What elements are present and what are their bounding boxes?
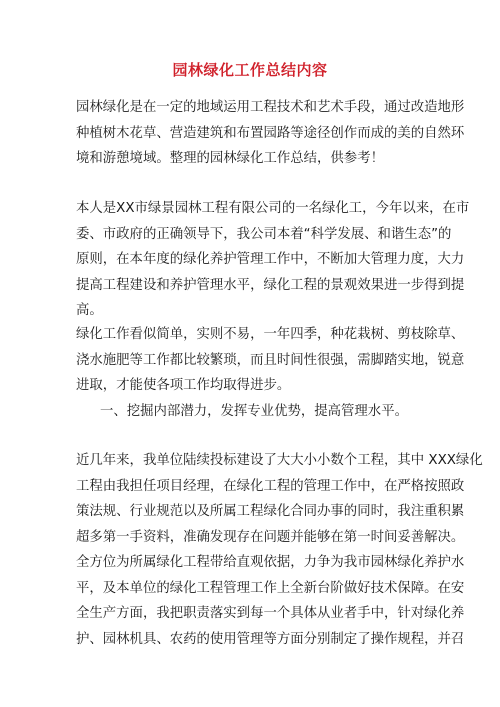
- paragraph-line: 超多第一手资料，准确发现存在问题并能够在第一时间妥善解决。: [76, 529, 465, 545]
- paragraph-line: 高。: [76, 303, 103, 318]
- paragraph-line: 工程由我担任项目经理，在绿化工程的管理工作中，在严格按照政: [76, 478, 465, 494]
- paragraph-line: 策法规、行业规范以及所属工程绿化合同办事的同时，我注重积累: [76, 504, 465, 519]
- paragraph-line: 境和游憩境域。整理的园林绿化工作总结，供参考！: [76, 151, 384, 166]
- paragraph-work-overview: [76, 322, 465, 424]
- paragraph-line: 种植树木花草、营造建筑和布置园路等途径创作而成的美的自然环: [76, 125, 465, 141]
- paragraph-line: 浇水施肥等工作都比较繁琐，而且时间性很强，需脚踏实地，锐意: [76, 352, 465, 368]
- paragraph-line: 绿化工作看似简单，实则不易，一年四季，种花栽树、剪枝除草、: [76, 327, 465, 342]
- paragraph-line: 近几年来，我单位陆续投标建设了大大小小数个工程，其中 XXX绿化: [76, 453, 483, 468]
- paragraph-line: 全方位为所属绿化工程带给直观依据，力争为我市园林绿化养护水: [76, 555, 465, 570]
- paragraph-line: 园林绿化是在一定的地域运用工程技术和艺术手段，通过改造地形: [76, 100, 465, 115]
- paragraph-project-management: [76, 448, 483, 652]
- paragraph-line: 委、市政府的正确领导下，我公司本着“科学发展、和谐生态”的: [76, 226, 452, 242]
- paragraph-line: 原则，在本年度的绿化养护管理工作中，不断加大管理力度，大力: [76, 252, 465, 267]
- paragraph-line: 全生产方面，我把职责落实到每一个具体从业者手中，针对绿化养: [76, 606, 465, 621]
- paragraph-line: 本人是XX市绿景园林工程有限公司的一名绿化工，今年以来，在市: [76, 201, 470, 216]
- document-title: 园林绿化工作总结内容: [172, 61, 328, 79]
- paragraph-self-intro: [76, 196, 470, 324]
- section-heading: 一、挖掘内部潜力，发挥专业优势，提高管理水平。: [100, 403, 408, 419]
- paragraph-line: 平，及本单位的绿化工程管理工作上全新台阶做好技术保障。在安: [76, 580, 465, 596]
- paragraph-line: 提高工程建设和养护管理水平，绿化工程的景观效果进一步得到提: [76, 277, 465, 293]
- paragraph-intro: [76, 95, 465, 172]
- paragraph-line: 进取，才能使各项工作均取得进步。: [76, 378, 291, 393]
- paragraph-line: 护、园林机具、农药的使用管理等方面分别制定了操作规程，并召: [76, 631, 465, 647]
